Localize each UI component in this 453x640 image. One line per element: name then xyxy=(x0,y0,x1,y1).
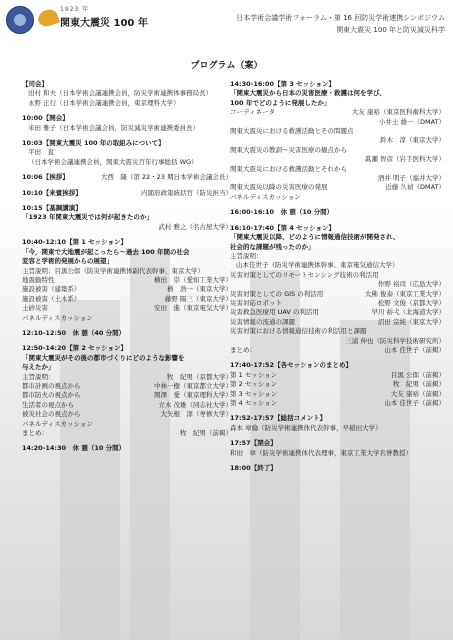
program-item xyxy=(230,108,445,117)
session-title: 社会的な課題が残ったのか」 xyxy=(230,242,315,251)
program-item xyxy=(22,285,232,294)
speaker: 山本 佳世子（前掲） xyxy=(384,345,445,354)
item-topic: 第 2 セッション xyxy=(230,380,278,389)
item-topic: 第 3 セッション xyxy=(230,389,278,398)
program-item xyxy=(230,399,445,408)
header xyxy=(0,0,453,40)
speaker: 中林一樹（東京都立大学） xyxy=(154,381,232,390)
program-item xyxy=(230,390,445,399)
program-item xyxy=(230,371,445,380)
program-item xyxy=(22,410,232,419)
program-text: 災害対策としてのリモートセンシング技術の利活用 xyxy=(230,270,379,279)
item-topic: 第 4 セッション xyxy=(230,399,278,407)
program-text: パネルディスカッション xyxy=(22,313,93,322)
page-title: プログラム（案） xyxy=(190,61,263,71)
item-topic: 第 1 セッション xyxy=(230,370,278,379)
program-column-left xyxy=(22,80,232,454)
section-heading: 17:40-17:52【各セッションのまとめ】 xyxy=(230,361,352,370)
program-text: パネルディスカッション xyxy=(230,192,301,201)
speaker: 関澤 愛（東京理科大学） xyxy=(154,391,232,400)
section-heading: 14:20-14:30 休 憩（10 分間） xyxy=(22,444,126,453)
item-topic: 災害救急医療用 UAV の利活用 xyxy=(230,308,319,317)
section-heading: 10:40-12:10【第 1 セッション】 xyxy=(22,238,127,247)
science-council-emblem-icon xyxy=(6,6,34,34)
speaker: 目黒 公郎（前掲） xyxy=(390,370,445,379)
program-text: 関東大震災における救護活動とそれから xyxy=(230,164,347,173)
speaker: 酒井 明子（福井大学） xyxy=(377,174,445,183)
speaker: 大西 隆（第 22・23 期日本学術会議会長） xyxy=(100,173,232,182)
item-topic: 災害対応ロボット xyxy=(230,298,282,307)
session-title: 「関東大震災から日本の災害医療・救護は何を学び、 xyxy=(230,89,386,98)
speaker: 早川 裕弌（北海道大学） xyxy=(371,308,445,317)
program-item xyxy=(230,183,445,192)
session-title: 変容と学術的発展からの展望」 xyxy=(22,257,113,266)
program-item xyxy=(230,380,445,389)
session-title: 「関東大震災以降、どのように情報通信技術が開発され、 xyxy=(230,233,400,242)
program-item xyxy=(230,290,445,299)
speaker: 小井土 雄一（DMAT） xyxy=(378,117,445,126)
session-title: 「1923 年関東大震災では何が起きたのか」 xyxy=(22,213,153,222)
program-item xyxy=(22,276,232,285)
program-text: 米田 雅子（日本学術会議会員，防災減災学術連携委員長） xyxy=(28,123,200,132)
program-item xyxy=(230,318,445,327)
program-text: 関東大震災の教訓～災害医療の観点から xyxy=(230,145,347,154)
speaker: 藤野 陽三（東京大学） xyxy=(164,294,232,303)
program-text: （日本学術会議連携会員，関東大震災百年行事総括 WG） xyxy=(28,157,198,166)
speaker: 立木 茂雄（同志社大学） xyxy=(158,400,232,409)
section-heading: 18:00【終了】 xyxy=(230,464,277,473)
forum-title: 日本学術会議学術フォーラム・第 16 回防災学術連携シンポジウム xyxy=(236,14,445,22)
section-heading: 12:10-12:50 休 憩（40 分間） xyxy=(22,328,126,337)
item-topic: 地震動特性 xyxy=(22,275,55,284)
logo-text: 関東大震災 100 年 xyxy=(60,18,148,29)
session-title: 「関東大震災がその後の都市づくりにどのような影響を xyxy=(22,353,185,362)
program-text: パネルディスカッション xyxy=(22,419,93,428)
speaker: 牧 紀男（前掲） xyxy=(180,429,232,437)
speaker: 安田 進（東京電気大学） xyxy=(154,304,232,313)
item-topic: まとめ： xyxy=(230,345,256,354)
speaker: 楢 浩一（東京大学） xyxy=(167,285,232,294)
speaker: 大矢根 淳（専修大学） xyxy=(160,410,232,419)
program-item xyxy=(22,373,232,382)
speaker: 内閣府政策統括官（防災担当） xyxy=(141,188,232,197)
item-topic: 土砂災害 xyxy=(22,304,48,313)
program-item xyxy=(22,429,232,438)
speaker: 沼田 宗純（東京大学） xyxy=(377,317,445,326)
program-text: 田村 和夫（日本学術会議連携会員，防災学術連携体事務局長） xyxy=(28,89,213,98)
section-heading xyxy=(22,173,232,182)
section-heading: 12:50-14:20【第 2 セッション】 xyxy=(22,344,127,353)
program-text: 森本 章倫（防災学術連携体代表幹事，早稲田大学） xyxy=(230,423,382,432)
program-text: 関東大震災における救護活動とその問題点 xyxy=(230,127,354,136)
program-item xyxy=(230,308,445,317)
speaker: 大友 康裕（東京医科歯科大学） xyxy=(351,108,445,117)
item-topic: 施設被害（建築系） xyxy=(22,285,81,294)
speaker: 牧 紀男（前掲） xyxy=(393,380,445,389)
program-item xyxy=(22,391,232,400)
session-title: 与えたか」 xyxy=(22,363,55,372)
program-item xyxy=(230,299,445,308)
item-topic: 生活者の視点から xyxy=(22,400,74,409)
program-item xyxy=(22,382,232,391)
item-topic: コーディネータ xyxy=(230,108,275,117)
item-topic: 主旨説明： xyxy=(22,372,55,381)
program-text: 災害対策における情報通信技術の利活用と課題 xyxy=(230,327,367,336)
speaker: 松野 文俊（京都大学） xyxy=(377,298,445,307)
program-item xyxy=(22,401,232,410)
speaker: 作野 裕司（広島大学） xyxy=(377,280,445,289)
program-text: 山本佳世子（防災学術連携体幹事、東京電気通信大学） xyxy=(236,261,399,270)
speaker: 近藤 久禎（DMAT） xyxy=(385,183,445,192)
item-topic: まとめ： xyxy=(22,429,48,437)
program-text: 主旨説明：目黒公郎（防災学術連携体副代表幹事，東京大学） xyxy=(22,266,204,275)
item-topic: 関東大震災以降の災害医療の発展 xyxy=(230,183,328,192)
kanto-earthquake-100-logo xyxy=(38,4,148,36)
speaker: 牧 紀男（京都大学） xyxy=(167,372,232,381)
program-text: 永野 正行（日本学術会議連携会員，東京理科大学） xyxy=(28,98,180,107)
speaker: 武村 雅之（名古屋大学） xyxy=(158,222,232,231)
section-time: 10:06【挨拶】 xyxy=(22,173,69,182)
section-heading: 14:30-16:00【第 3 セッション】 xyxy=(230,80,335,88)
logo-swoosh-icon xyxy=(36,7,60,29)
section-heading: 10:00【開会】 xyxy=(22,114,69,123)
item-topic: 施設被害（土木系） xyxy=(22,294,81,303)
section-heading xyxy=(22,189,232,198)
program-item xyxy=(22,295,232,304)
speaker: 大佛 俊泰（東京工業大学） xyxy=(364,289,445,298)
speaker: 大友 康裕（前掲） xyxy=(390,389,445,398)
item-topic: 都市計画の視点から xyxy=(22,381,81,390)
session-title: 100 年でどのように発展したか」 xyxy=(230,98,331,107)
program-item xyxy=(230,346,445,355)
logo-year: 1923 年 xyxy=(60,6,90,13)
item-topic: 災害情報の流通の課題 xyxy=(230,317,295,326)
speaker: 山本 佳世子（前掲） xyxy=(384,399,445,407)
program-text: 主旨説明： xyxy=(230,251,263,260)
speaker: 眞瀬 智彦（岩手医科大学） xyxy=(364,155,445,164)
section-heading: 10:03【関東大震災 100 年の取組みについて】 xyxy=(22,139,165,148)
item-topic: 災害対策としての GIS の利活用 xyxy=(230,289,324,298)
section-time: 10:10【来賓挨拶】 xyxy=(22,188,82,197)
section-heading: 17:57【閉会】 xyxy=(230,439,277,448)
speaker: 三浦 伸也（防災科学技術研究所） xyxy=(345,336,445,345)
program-column-right xyxy=(230,80,445,473)
program-item xyxy=(22,304,232,313)
session-title: 「今，関東で大地震が起こったら～過去 100 年間の社会 xyxy=(22,247,190,256)
item-topic: 都市防火の視点から xyxy=(22,391,81,400)
section-heading: 【司会】 xyxy=(22,80,48,88)
forum-subtitle: 関東大震災 100 年と防災減災科学 xyxy=(336,26,445,34)
program-text: 平田 直 xyxy=(28,148,54,157)
section-heading: 10:15【基調講演】 xyxy=(22,204,82,213)
speaker: 横田 崇（愛知工業大学） xyxy=(154,275,232,284)
program-text: 和田 章（防災学術連携体代表理事，東京工業大学名誉教授） xyxy=(230,448,412,457)
speaker: 鈴木 淳（東京大学） xyxy=(380,136,445,145)
section-heading: 16:00-16:10 休 憩（10 分間） xyxy=(230,208,334,217)
section-heading: 16:10-17:40【第 4 セッション】 xyxy=(230,223,335,232)
section-heading: 17:52-17:57【総括コメント】 xyxy=(230,414,327,423)
item-topic: 被災社会の視点から xyxy=(22,410,81,419)
